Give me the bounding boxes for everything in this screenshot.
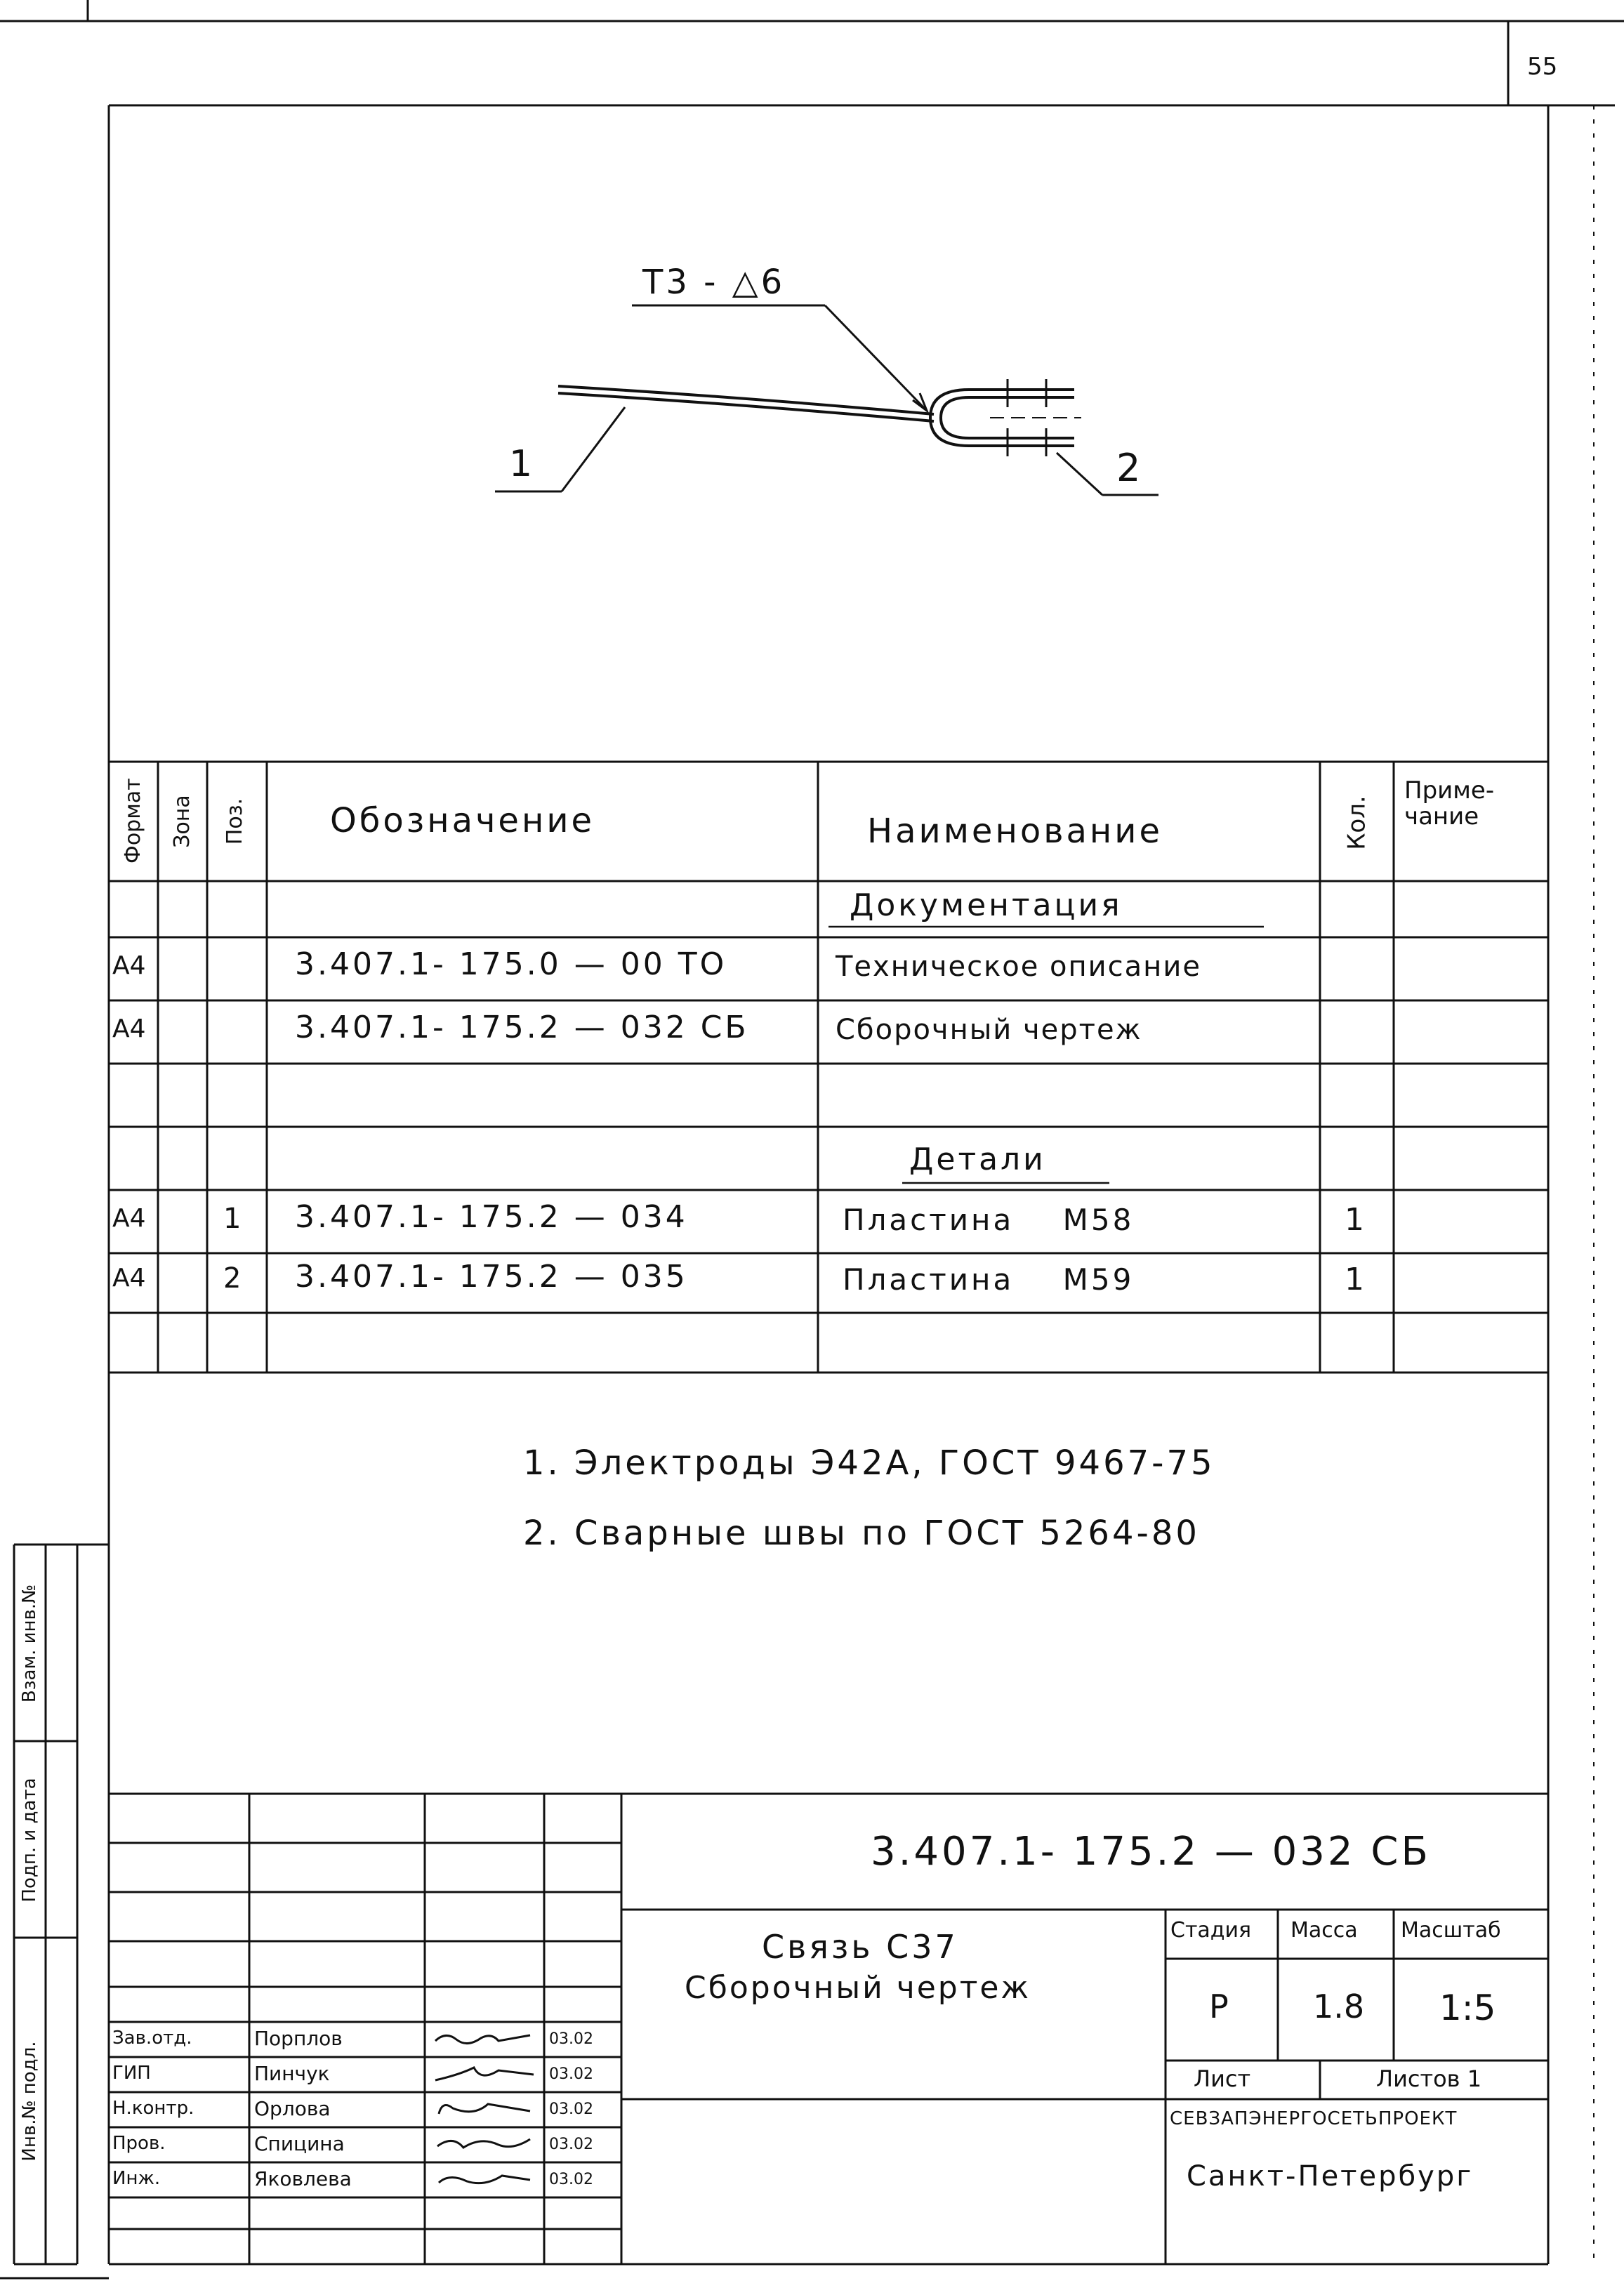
- row-name: Пластина М58: [843, 1203, 1135, 1237]
- signature-image: [432, 2096, 537, 2120]
- row-designation: 3.407.1- 175.2 — 034: [295, 1199, 688, 1235]
- header-designation: Обозначение: [330, 801, 595, 840]
- row-designation: 3.407.1- 175.2 — 035: [295, 1259, 688, 1295]
- sheet-number: 55: [1527, 53, 1558, 81]
- header-format: Формат: [121, 778, 145, 864]
- row-pos: 2: [223, 1262, 242, 1295]
- date-cell: 03.02: [549, 2065, 593, 2083]
- header-note: Приме- чание: [1404, 776, 1495, 831]
- role-cell: Инж.: [112, 2168, 161, 2189]
- part-callout-1: 1: [509, 443, 533, 485]
- title-line-1: Связь С37: [762, 1928, 958, 1966]
- row-designation: 3.407.1- 175.2 — 032 СБ: [295, 1010, 749, 1045]
- side-stamp-signature: Подп. и дата: [19, 1778, 40, 1903]
- weld-label: Т3 - △6: [642, 263, 786, 302]
- organization-name: СЕВЗАПЭНЕРГОСЕТЬПРОЕКТ: [1170, 2108, 1458, 2129]
- role-cell: ГИП: [112, 2063, 151, 2084]
- mass-label: Масса: [1290, 1918, 1358, 1943]
- row-format: А4: [112, 951, 146, 980]
- stage-value: Р: [1209, 1988, 1229, 2025]
- scale-label: Масштаб: [1401, 1918, 1501, 1943]
- name-cell: Яковлева: [254, 2167, 352, 2190]
- date-cell: 03.02: [549, 2136, 593, 2153]
- name-cell: Спицина: [254, 2132, 345, 2155]
- name-cell: Орлова: [254, 2097, 331, 2120]
- section-documentation: Документация: [850, 887, 1123, 923]
- title-line-2: Сборочный чертеж: [685, 1970, 1031, 2006]
- stage-label: Стадия: [1170, 1918, 1252, 1943]
- section-parts: Детали: [909, 1142, 1046, 1177]
- document-code: 3.407.1- 175.2 — 032 СБ: [871, 1829, 1431, 1874]
- signature-image: [432, 2131, 537, 2155]
- row-format: А4: [112, 1014, 146, 1043]
- header-name: Наименование: [867, 812, 1163, 851]
- sheet-label: Лист: [1194, 2065, 1251, 2092]
- row-designation: 3.407.1- 175.0 — 00 ТО: [295, 946, 727, 982]
- role-cell: Зав.отд.: [112, 2028, 192, 2049]
- name-cell: Пинчук: [254, 2062, 330, 2085]
- row-name: Сборочный чертеж: [836, 1014, 1142, 1046]
- name-cell: Порплов: [254, 2027, 343, 2050]
- date-cell: 03.02: [549, 2101, 593, 2118]
- row-format: А4: [112, 1264, 146, 1292]
- organization-city: Санкт-Петербург: [1187, 2160, 1474, 2193]
- note-welds: 2. Сварные швы по ГОСТ 5264-80: [523, 1514, 1200, 1553]
- header-zone: Зона: [170, 795, 194, 848]
- side-stamp-inventory: Инв.№ подл.: [19, 2041, 40, 2162]
- part-callout-2: 2: [1116, 446, 1141, 490]
- row-pos: 1: [223, 1203, 242, 1235]
- role-cell: Пров.: [112, 2133, 166, 2154]
- date-cell: 03.02: [549, 2030, 593, 2048]
- role-cell: Н.контр.: [112, 2098, 194, 2119]
- row-name: Техническое описание: [836, 951, 1201, 983]
- side-stamp-replacement: Взам. инв.№: [19, 1584, 40, 1703]
- row-format: А4: [112, 1204, 146, 1233]
- note-electrodes: 1. Электроды Э42А, ГОСТ 9467-75: [523, 1443, 1215, 1483]
- row-name: Пластина М59: [843, 1262, 1135, 1297]
- scale-value: 1:5: [1439, 1988, 1496, 2028]
- signature-image: [432, 2061, 537, 2084]
- date-cell: 03.02: [549, 2171, 593, 2188]
- signature-image: [432, 2025, 537, 2049]
- header-pos: Поз.: [223, 798, 247, 845]
- mass-value: 1.8: [1313, 1988, 1365, 2025]
- signature-image: [432, 2166, 537, 2190]
- assembly-sketch: [495, 305, 1158, 495]
- sheets-label: Листов 1: [1376, 2065, 1482, 2092]
- header-qty: Кол.: [1342, 795, 1371, 850]
- row-qty: 1: [1345, 1202, 1364, 1238]
- row-qty: 1: [1345, 1262, 1364, 1297]
